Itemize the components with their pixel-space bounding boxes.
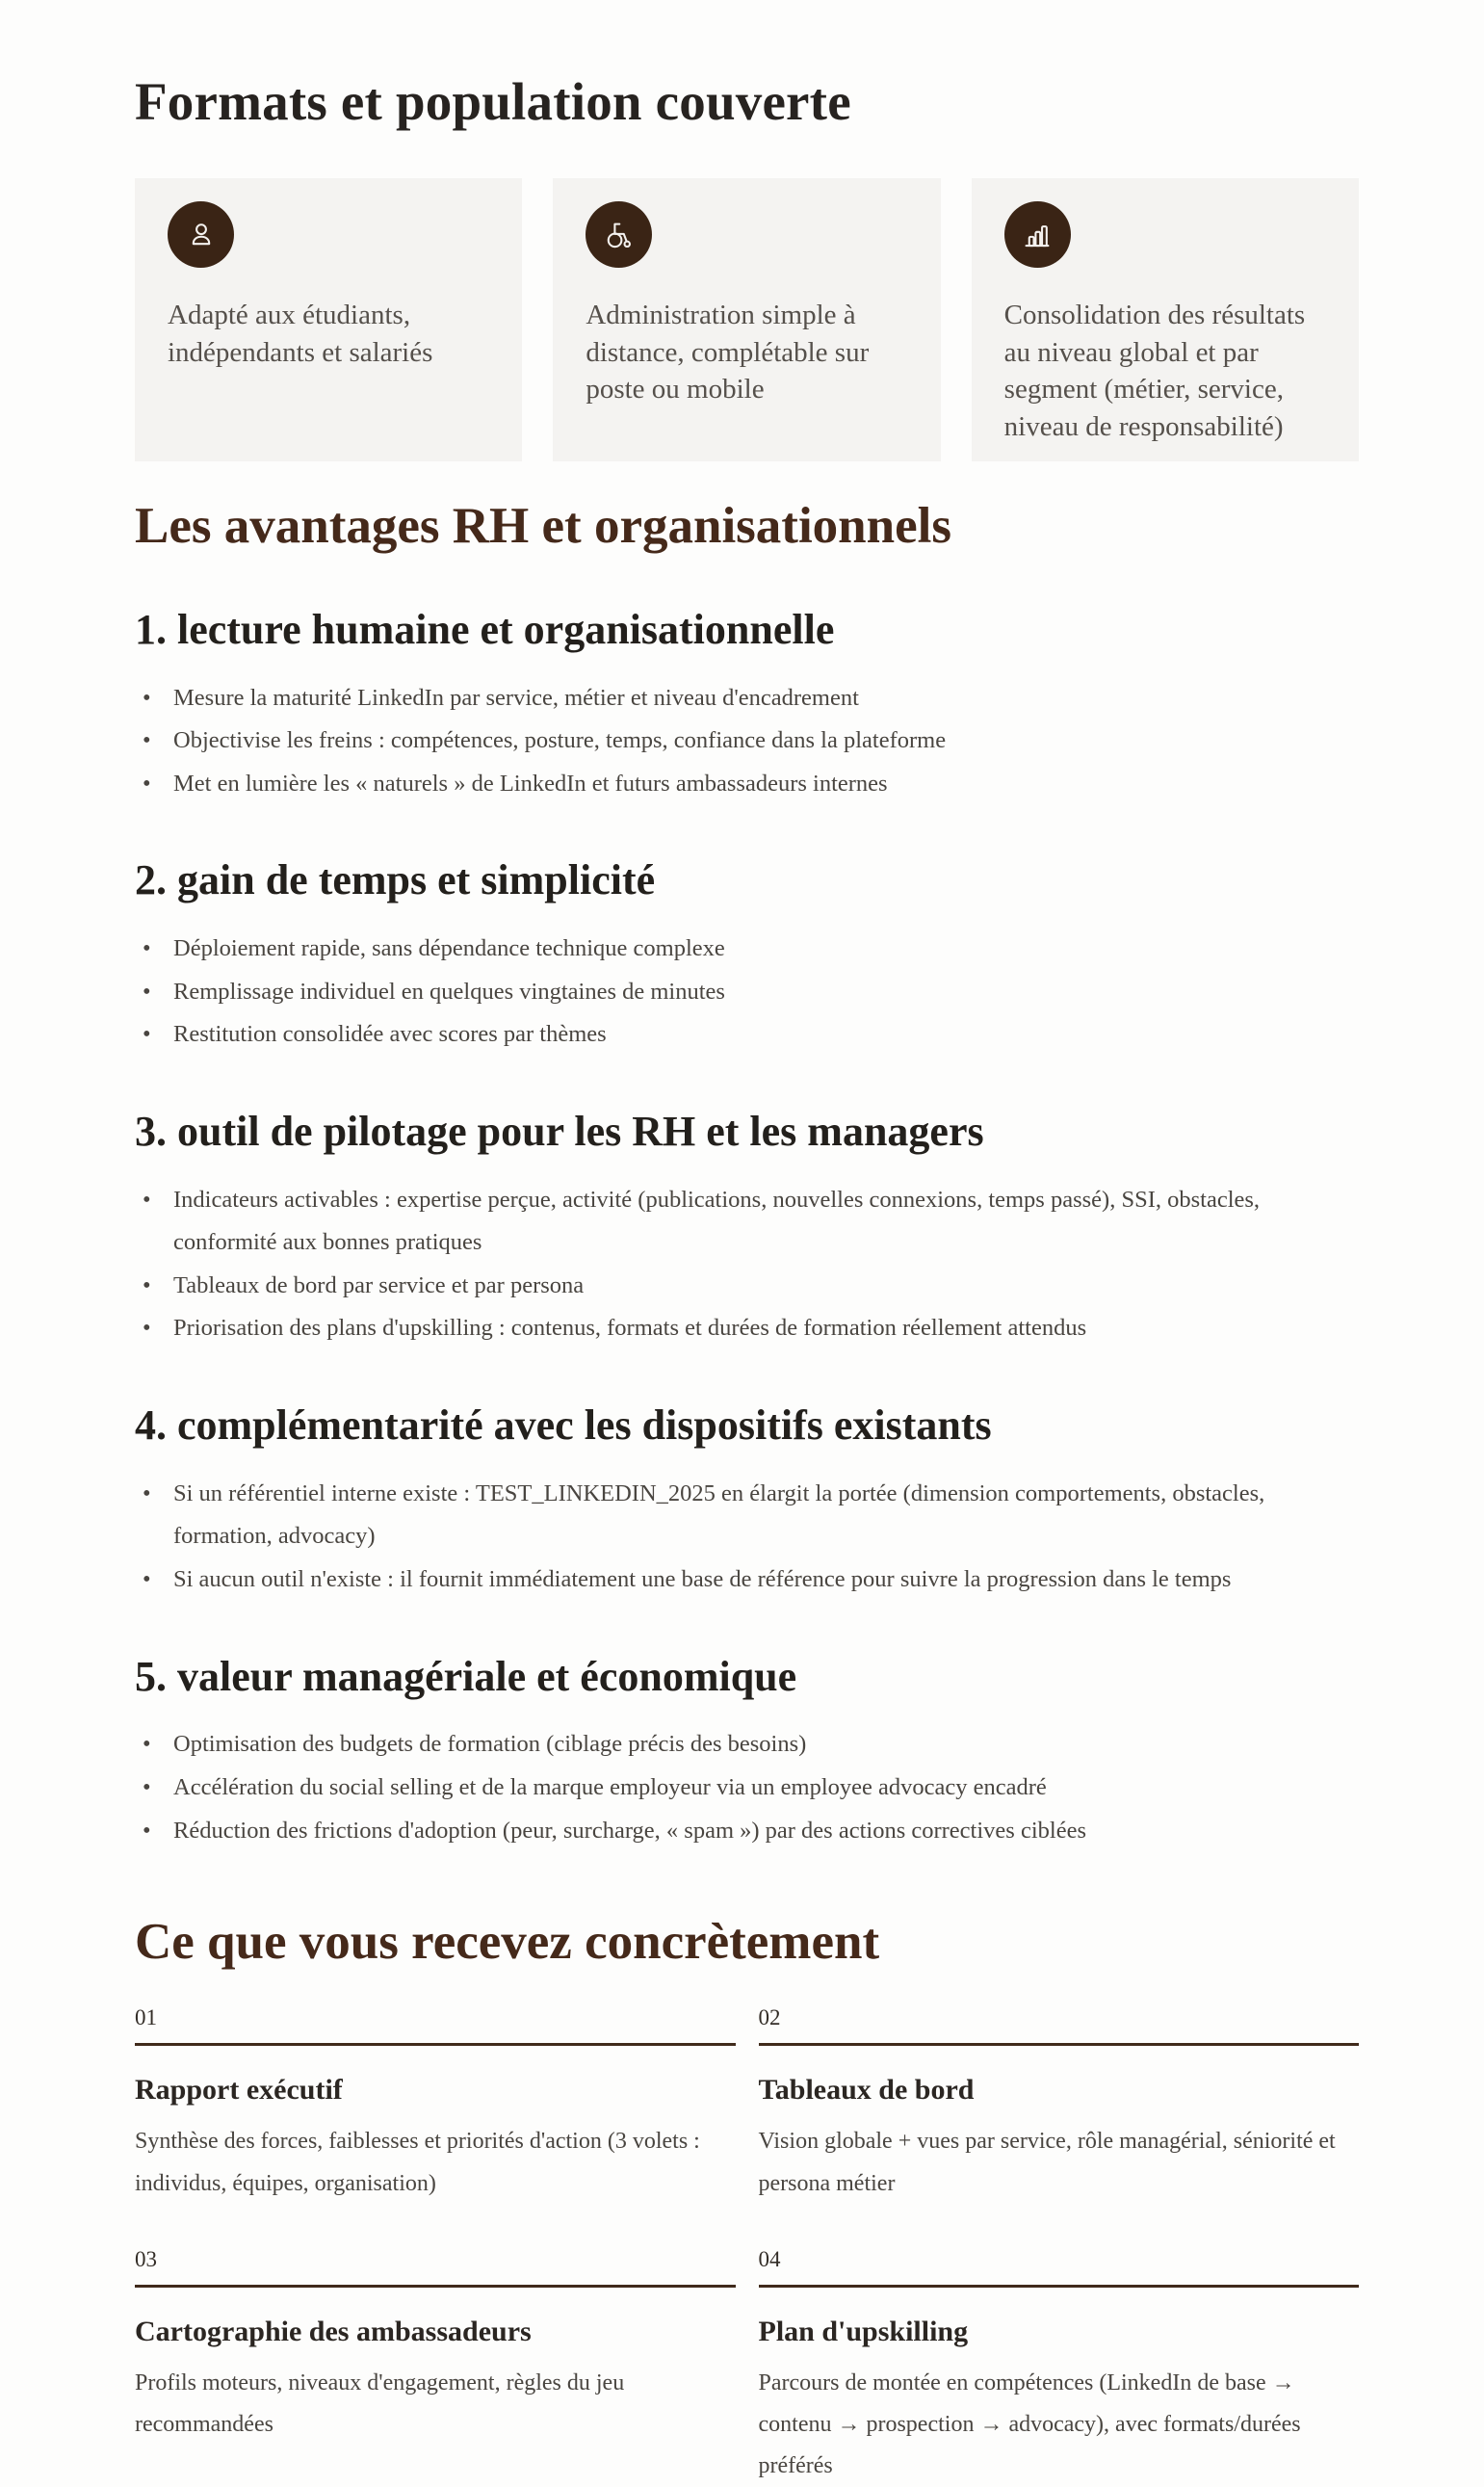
advantage-section-title: 3. outil de pilotage pour les RH et les managers bbox=[135, 1107, 984, 1155]
list-item: • Priorisation des plans d'upskilling : contenus, formats et durées de formation réellement attendus bbox=[135, 1307, 1359, 1350]
list-item: • Accélération du social selling et de la marque employeur via un employee advocacy encadré bbox=[135, 1767, 1359, 1810]
list-item: • Tableaux de bord par service et par persona bbox=[135, 1265, 1359, 1308]
advantage-section-title: 5. valeur managériale et économique bbox=[135, 1652, 797, 1700]
deliverable-title: Tableaux de bord bbox=[758, 2074, 975, 2107]
deliverable-number: 01 bbox=[135, 2005, 157, 2030]
list-item: • Remplissage individuel en quelques vingtaines de minutes bbox=[135, 971, 1359, 1014]
feature-card-text: Adapté aux étudiants, indépendants et salariés bbox=[168, 300, 433, 368]
bullet-list bbox=[135, 1723, 1359, 1852]
bullet-list bbox=[135, 1473, 1359, 1602]
divider bbox=[135, 2285, 736, 2288]
advantage-section-2 bbox=[135, 855, 1359, 1057]
divider bbox=[759, 2043, 1360, 2046]
deliverable-item-2 bbox=[759, 2003, 1360, 2204]
feature-cards bbox=[135, 178, 1359, 460]
feature-card-audience bbox=[135, 178, 522, 460]
bullet-list bbox=[135, 1179, 1359, 1350]
bullet-list bbox=[135, 677, 1359, 806]
deliverable-number: 03 bbox=[135, 2246, 157, 2271]
advantage-section-1 bbox=[135, 605, 1359, 806]
bullet-list bbox=[135, 928, 1359, 1057]
deliverable-title: Plan d'upskilling bbox=[758, 2315, 969, 2347]
divider bbox=[135, 2043, 736, 2046]
feature-card-administration bbox=[553, 178, 940, 460]
advantage-section-title: 1. lecture humaine et organisationnelle bbox=[135, 605, 835, 653]
bar-chart-icon bbox=[1004, 201, 1071, 268]
feature-card-text: Consolidation des résultats au niveau global et par segment (métier, service, niveau de responsabilité) bbox=[1003, 300, 1306, 442]
wheelchair-icon bbox=[586, 201, 652, 268]
list-item: • Restitution consolidée avec scores par thèmes bbox=[135, 1013, 1359, 1057]
deliverable-item-3 bbox=[135, 2245, 736, 2487]
list-item: • Déploiement rapide, sans dépendance technique complexe bbox=[135, 928, 1359, 971]
list-item: • Met en lumière les « naturels » de LinkedIn et futurs ambassadeurs internes bbox=[135, 763, 1359, 806]
deliverable-title: Cartographie des ambassadeurs bbox=[135, 2315, 532, 2347]
deliverable-description: Parcours de montée en compétences (LinkedIn de base → contenu → prospection → advocacy), avec formats/durées préférés bbox=[758, 2369, 1301, 2478]
advantage-section-4 bbox=[135, 1401, 1359, 1602]
advantages-heading: Les avantages RH et organisationnels bbox=[135, 497, 951, 554]
list-item: • Indicateurs activables : expertise perçue, activité (publications, nouvelles connexions, temps passé), SSI, obstacles, conformité aux bonnes pratiques bbox=[135, 1179, 1359, 1265]
list-item: • Si un référentiel interne existe : TEST_LINKEDIN_2025 en élargit la portée (dimension comportements, obstacles, formation, advocacy) bbox=[135, 1473, 1359, 1558]
list-item: • Si aucun outil n'existe : il fournit immédiatement une base de référence pour suivre la progression dans le temps bbox=[135, 1558, 1359, 1602]
advantage-section-5 bbox=[135, 1652, 1359, 1853]
page-title: Formats et population couverte bbox=[135, 72, 851, 131]
deliverable-item-4 bbox=[759, 2245, 1360, 2487]
deliverable-item-1 bbox=[135, 2003, 736, 2204]
advantage-section-title: 2. gain de temps et simplicité bbox=[135, 856, 656, 904]
list-item: • Réduction des frictions d'adoption (peur, surcharge, « spam ») par des actions correctives ciblées bbox=[135, 1810, 1359, 1853]
person-icon bbox=[168, 201, 234, 268]
list-item: • Optimisation des budgets de formation (ciblage précis des besoins) bbox=[135, 1723, 1359, 1767]
divider bbox=[759, 2285, 1360, 2288]
feature-card-text: Administration simple à distance, complétable sur poste ou mobile bbox=[586, 300, 870, 406]
deliverable-title: Rapport exécutif bbox=[135, 2074, 343, 2107]
deliverable-number: 04 bbox=[758, 2246, 781, 2271]
list-item: • Objectivise les freins : compétences, posture, temps, confiance dans la plateforme bbox=[135, 720, 1359, 763]
page bbox=[135, 71, 1359, 2487]
feature-card-consolidation bbox=[972, 178, 1359, 460]
deliverable-description: Vision globale + vues par service, rôle managérial, séniorité et persona métier bbox=[758, 2129, 1336, 2196]
deliverable-number: 02 bbox=[758, 2005, 781, 2030]
advantage-section-3 bbox=[135, 1107, 1359, 1350]
deliverable-description: Profils moteurs, niveaux d'engagement, règles du jeu recommandées bbox=[135, 2369, 625, 2437]
deliverable-description: Synthèse des forces, faiblesses et priorités d'action (3 volets : individus, équipes, organisation) bbox=[135, 2129, 700, 2196]
list-item: • Mesure la maturité LinkedIn par service, métier et niveau d'encadrement bbox=[135, 677, 1359, 720]
deliverables-grid bbox=[135, 2003, 1359, 2487]
deliverables-heading: Ce que vous recevez concrètement bbox=[135, 1914, 880, 1971]
advantage-section-title: 4. complémentarité avec les dispositifs existants bbox=[135, 1401, 992, 1450]
